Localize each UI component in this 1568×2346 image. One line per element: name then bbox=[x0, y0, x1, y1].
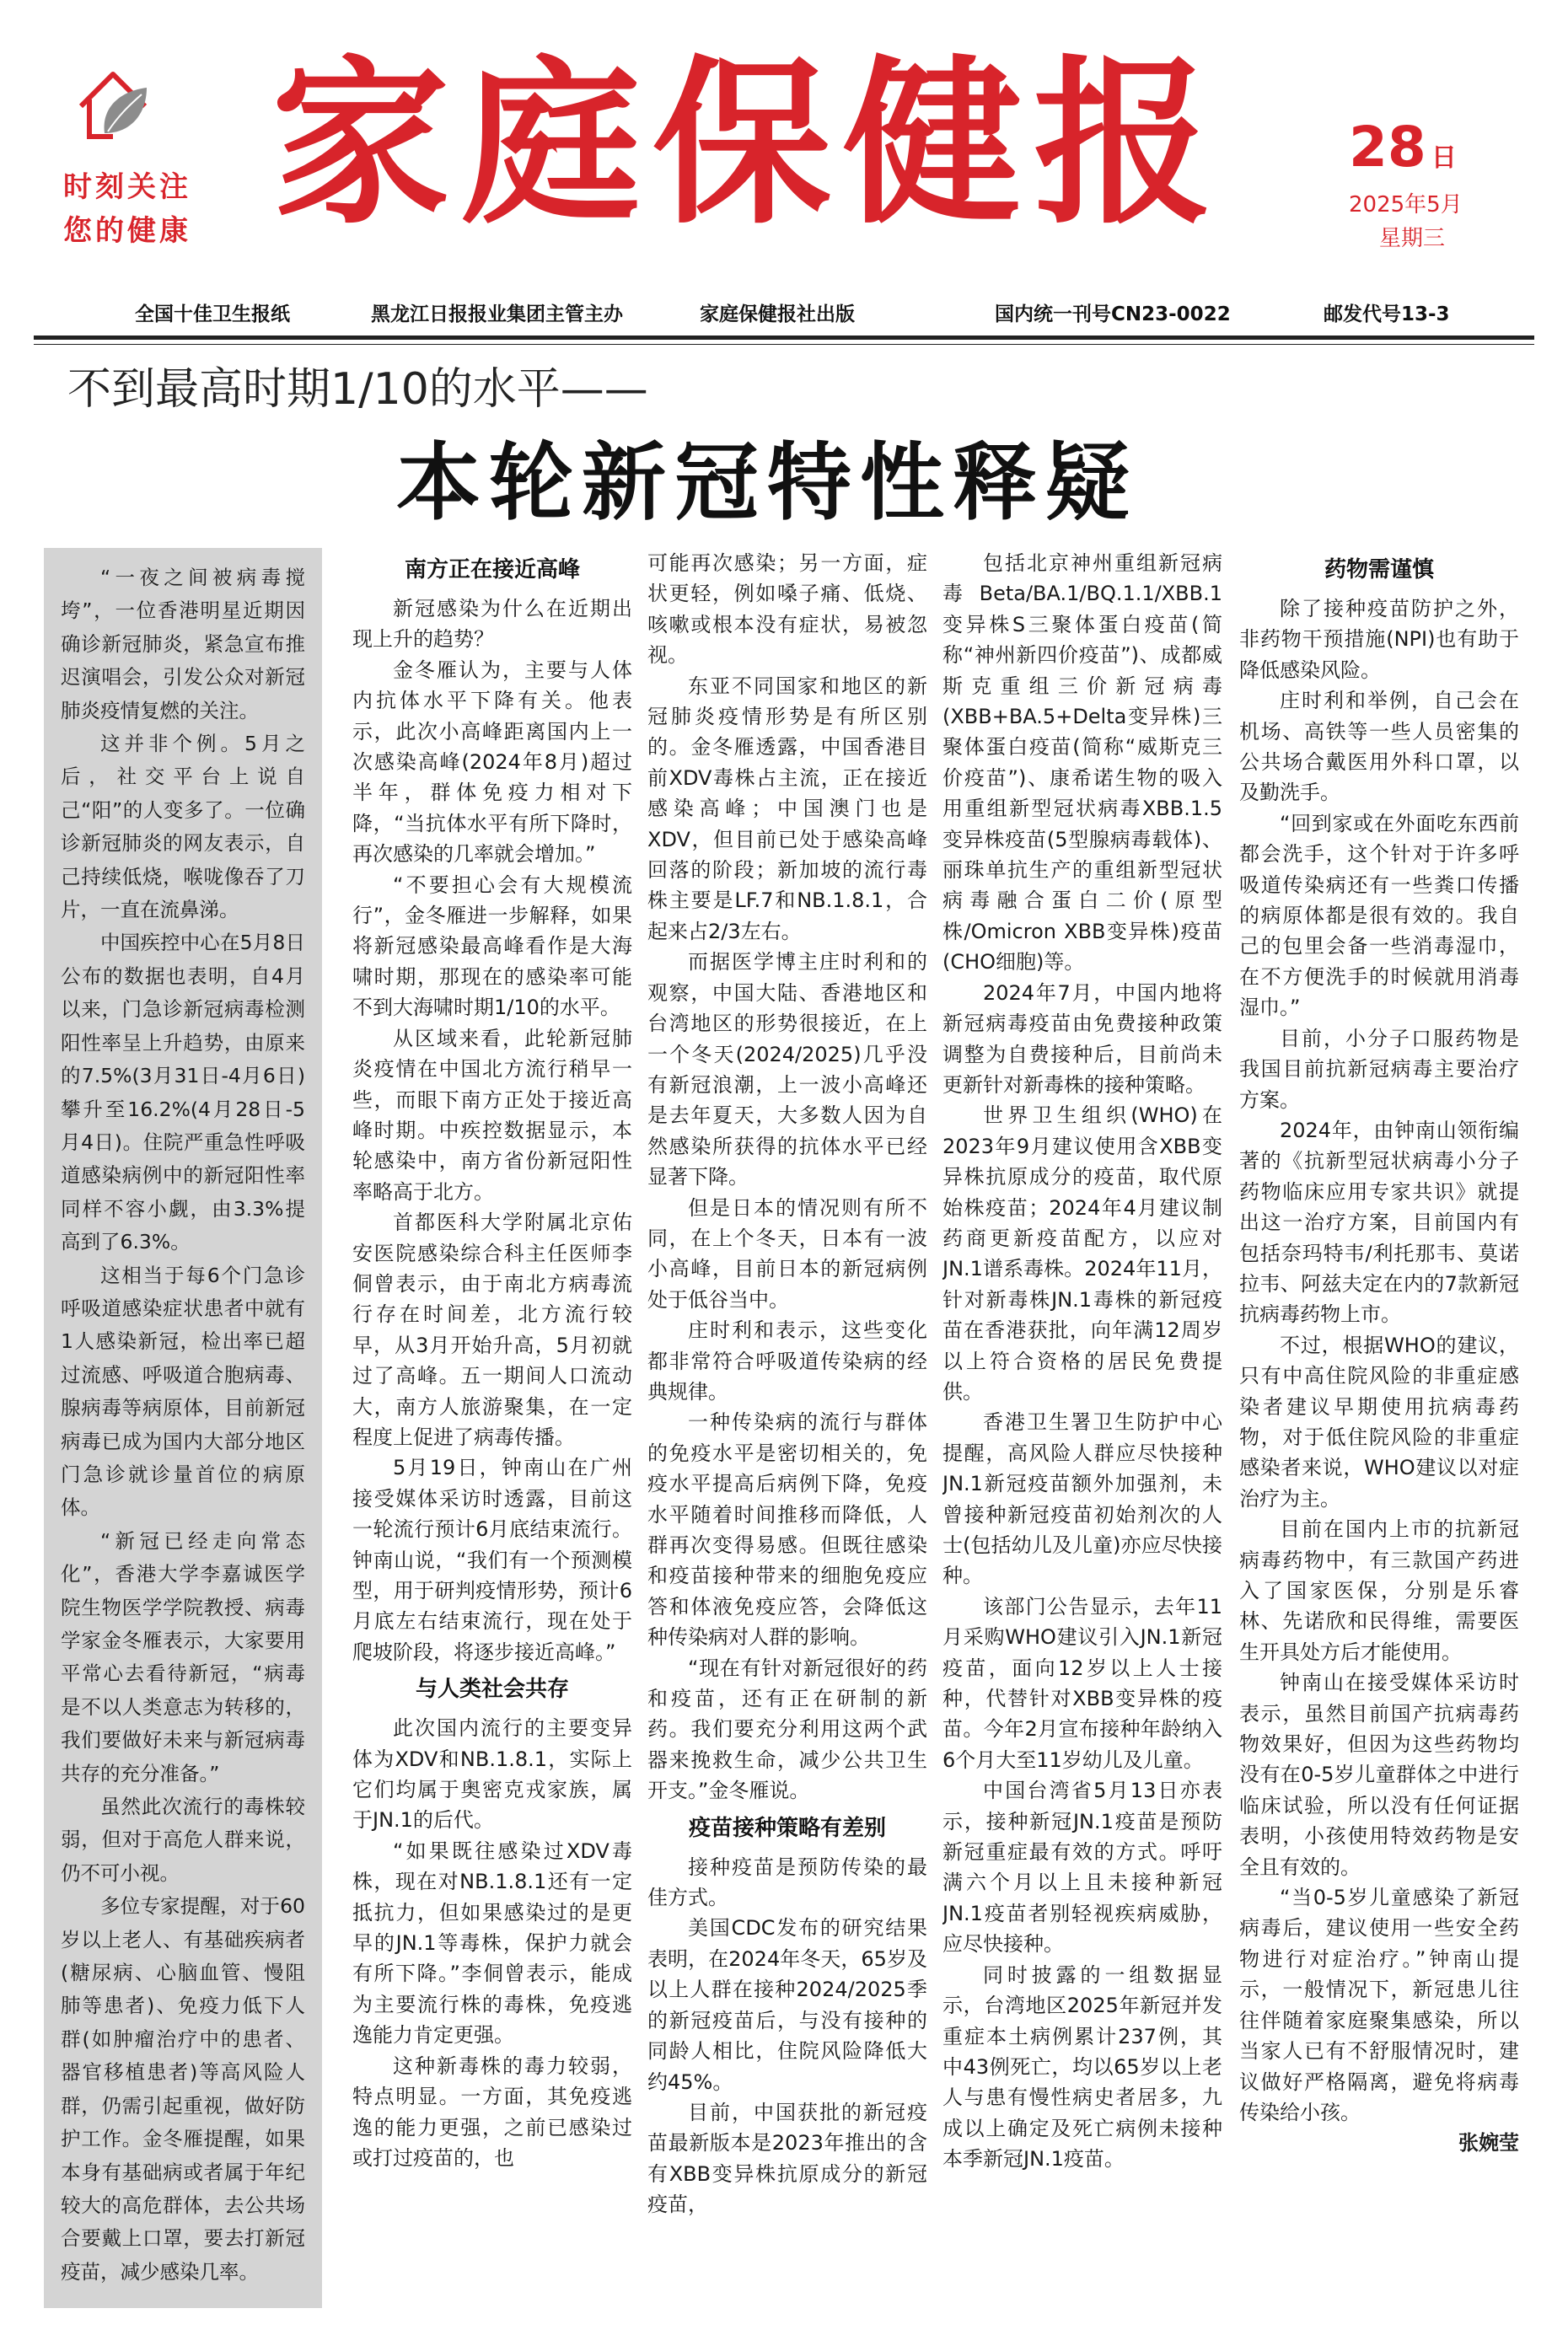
body-paragraph: 2024年，由钟南山领衔编著的《抗新型冠状病毒小分子药物临床应用专家共识》就提出这一治疗方案，目前国内有包括奈玛特韦/利托那韦、莫诺拉韦、阿兹夫定在内的7款新冠抗病毒药物上市。 bbox=[1239, 1118, 1519, 1327]
date-weekday: 星期三 bbox=[1379, 226, 1446, 251]
body-paragraph: 目前在国内上市的抗新冠病毒药物中，有三款国产药进入了国家医保，分别是乐睿林、先诺欣和民得维，需要医生开具处方后才能使用。 bbox=[1239, 1517, 1519, 1664]
lead-paragraph: “新冠已经走向常态化”，香港大学李嘉诚医学院生物医学学院教授、病毒学家金冬雁表示，大家要用平常心去看待新冠，“病毒是不以人类意志为转移的，我们要做好未来与新冠病毒共存的充分准备。” bbox=[61, 1528, 305, 1785]
body-paragraph: 此次国内流行的主要变异体为XDV和NB.1.8.1，实际上它们均属于奥密克戎家族，属于JN.1的后代。 bbox=[352, 1716, 632, 1833]
masthead-rule bbox=[34, 336, 1534, 340]
body-paragraph: 一种传染病的流行与群体的免疫水平是密切相关的，免疫水平提高后病例下降，免疫水平随着时间推移而降低，人群再次变得易感。但既往感染和疫苗接种带来的细胞免疫应答和体液免疫应答，会降低这种传染病对人群的影响。 bbox=[647, 1410, 927, 1650]
body-paragraph: 可能再次感染；另一方面，症状更轻，例如嗓子痛、低烧、咳嗽或根本没有症状，易被忽视。 bbox=[647, 551, 927, 668]
body-paragraph: 目前，小分子口服药物是我国目前抗新冠病毒主要治疗方案。 bbox=[1239, 1026, 1519, 1112]
lead-paragraph: 多位专家提醒，对于60岁以上老人、有基础疾病者(糖尿病、心脑血管、慢阻肺等患者)、免疫力低下人群(如肿瘤治疗中的患者、器官移植患者)等高风险人群，仍需引起重视，做好防护工作。金冬雁提醒，如果本身有基础病或者属于年纪较大的高危群体，去公共场合要戴上口罩，要去打新冠疫苗，减少感染几率。 bbox=[61, 1894, 305, 2284]
body-paragraph: 除了接种疫苗防护之外，非药物干预措施(NPI)也有助于降低感染风险。 bbox=[1239, 597, 1519, 682]
body-paragraph: “现在有针对新冠很好的药和疫苗，还有正在研制的新药。我们要充分利用这两个武器来挽救生命，减少公共卫生开支。”金冬雁说。 bbox=[647, 1656, 927, 1803]
article-headline: 本轮新冠特性释疑 bbox=[396, 433, 1138, 532]
info-issn: 国内统一刊号CN23-0022 bbox=[995, 303, 1231, 325]
body-paragraph: 东亚不同国家和地区的新冠肺炎疫情形势是有所区别的。金冬雁透露，中国香港目前XDV毒株占主流，正在接近感染高峰；中国澳门也是XDV，但目前已处于感染高峰回落的阶段；新加坡的流行毒株主要是LF.7和NB.1.8.1，合起来占2/3左右。 bbox=[647, 674, 927, 943]
body-paragraph: 包括北京神州重组新冠病毒Beta/BA.1/BQ.1.1/XBB.1变异株S三聚体蛋白疫苗(简称“神州新四价疫苗”)、成都威斯克重组三价新冠病毒(XBB+BA.5+Delta变异株)三聚体蛋白疫苗(简称“威斯克三价疫苗”)、康希诺生物的吸入用重组新型冠状病毒XBB.1.5变异株疫苗(5型腺病毒载体)、丽珠单抗生产的重组新型冠状病毒融合蛋白二价(原型株/Omicron XBB变异株)疫苗(CHO细胞)等。 bbox=[942, 551, 1222, 974]
lead-box bbox=[44, 548, 322, 2308]
date-year-month: 2025年5月 bbox=[1349, 192, 1463, 217]
author-byline: 张婉莹 bbox=[1458, 2131, 1519, 2155]
body-paragraph: 接种疫苗是预防传染的最佳方式。 bbox=[647, 1855, 927, 1910]
date-day-row bbox=[1349, 115, 1543, 188]
body-paragraph: 首都医科大学附属北京佑安医院感染综合科主任医师李侗曾表示，由于南北方病毒流行存在时间差，北方流行较早，从3月开始升高，5月初就过了高峰。五一期间人口流动大，南方人旅游聚集，在一定程度上促进了病毒传播。 bbox=[352, 1211, 632, 1449]
body-paragraph: 世界卫生组织(WHO)在2023年9月建议使用含XBB变异株抗原成分的疫苗，取代原始株疫苗；2024年4月建议制药商更新疫苗配方，以应对JN.1谱系毒株。2024年11月，针对新毒株JN.1毒株的新冠疫苗在香港获批，向年满12周岁以上符合资格的居民免费提供。 bbox=[942, 1103, 1222, 1404]
column-4 bbox=[1239, 548, 1519, 2315]
body-paragraph: 但是日本的情况则有所不同，在上个冬天，日本有一波小高峰，目前日本的新冠病例处于低谷当中。 bbox=[647, 1195, 927, 1312]
body-paragraph: 美国CDC发布的研究结果表明，在2024年冬天，65岁及以上人群在接种2024/2025季的新冠疫苗后，与没有接种的同龄人相比，住院风险降低大约45%。 bbox=[647, 1916, 927, 2094]
column-3 bbox=[942, 548, 1222, 2315]
body-paragraph: “不要担心会有大规模流行”，金冬雁进一步解释，如果将新冠感染最高峰看作是大海啸时期，那现在的感染率可能不到大海啸时期1/10的水平。 bbox=[352, 872, 632, 1020]
body-paragraph: 新冠感染为什么在近期出现上升的趋势？ bbox=[352, 597, 632, 652]
date-day-suffix: 日 bbox=[1431, 143, 1457, 173]
masthead-info-bar bbox=[34, 300, 1534, 329]
body-paragraph: 中国台湾省5月13日亦表示，接种新冠JN.1疫苗是预防新冠重症最有效的方式。呼吁满六个月以上且未接种新冠JN.1疫苗者别轻视疾病威胁，应尽快接种。 bbox=[942, 1779, 1222, 1957]
body-paragraph: 香港卫生署卫生防护中心提醒，高风险人群应尽快接种JN.1新冠疫苗额外加强剂，未曾接种新冠疫苗初始剂次的人士(包括幼儿及儿童)亦应尽快接种。 bbox=[942, 1410, 1222, 1588]
section-title-coexist: 与人类社会共存 bbox=[415, 1677, 569, 1703]
section-title-vaccine-strategy: 疫苗接种策略有差别 bbox=[688, 1815, 886, 1841]
body-paragraph: 从区域来看，此轮新冠肺炎疫情在中国北方流行稍早一些，而眼下南方正处于接近高峰时期。中疾控数据显示，本轮感染中，南方省份新冠阳性率略高于北方。 bbox=[352, 1026, 632, 1204]
lead-paragraph: 虽然此次流行的毒株较弱，但对于高危人群来说，仍不可小视。 bbox=[61, 1795, 305, 1885]
info-publisher: 家庭保健报社出版 bbox=[700, 303, 855, 325]
body-paragraph: 这种新毒株的毒力较弱，特点明显。一方面，其免疫逃逸的能力更强，之前已感染过或打过疫苗的，也 bbox=[352, 2053, 632, 2170]
lead-paragraph: “一夜之间被病毒搅垮”，一位香港明星近期因确诊新冠肺炎，紧急宣布推迟演唱会，引发公众对新冠肺炎疫情复燃的关注。 bbox=[61, 566, 305, 722]
body-paragraph: 同时披露的一组数据显示，台湾地区2025年新冠并发重症本土病例累计237例，其中43例死亡，均以65岁以上老人与患有慢性病史者居多，九成以上确定及死亡病例未接种本季新冠JN.1疫苗。 bbox=[942, 1962, 1222, 2172]
body-paragraph: 庄时利和表示，这些变化都非常符合呼吸道传染病的经典规律。 bbox=[647, 1318, 927, 1404]
slogan-line-1: 时刻关注 bbox=[63, 170, 191, 204]
section-title-medication: 药物需谨慎 bbox=[1324, 557, 1434, 582]
issue-date bbox=[1349, 115, 1543, 255]
lead-paragraph: 中国疾控中心在5月8日公布的数据也表明，自4月以来，门急诊新冠病毒检测阳性率呈上升趋势，由原来的7.5%(3月31日-4月6日)攀升至16.2%(4月28日-5月4日)。住院严重急性呼吸道感染病例中的新冠阳性率同样不容小觑，由3.3%提高到了6.3%。 bbox=[61, 931, 305, 1254]
slogan-line-2: 您的健康 bbox=[63, 214, 191, 248]
section-title-south-peak: 南方正在接近高峰 bbox=[404, 557, 580, 582]
body-paragraph: 2024年7月，中国内地将新冠病毒疫苗由免费接种政策调整为自费接种后，目前尚未更新针对新毒株的接种策略。 bbox=[942, 980, 1222, 1097]
body-paragraph: 不过，根据WHO的建议，只有中高住院风险的非重症感染者建议早期使用抗病毒药物，对于低住院风险的非重症感染者来说，WHO建议以对症治疗为主。 bbox=[1239, 1333, 1519, 1511]
date-day: 28 bbox=[1349, 115, 1426, 180]
body-paragraph: 而据医学博主庄时利和的观察，中国大陆、香港地区和台湾地区的形势很接近，在上一个冬天(2024/2025)几乎没有新冠浪潮，上一波小高峰还是去年夏天，大多数人因为自然感染所获得的抗体水平已经显著下降。 bbox=[647, 950, 927, 1189]
lead-paragraph: 这并非个例。5月之后，社交平台上说自己“阳”的人变多了。一位确诊新冠肺炎的网友表示，自己持续低烧，喉咙像吞了刀片，一直在流鼻涕。 bbox=[61, 732, 305, 922]
body-paragraph: 金冬雁认为，主要与人体内抗体水平下降有关。他表示，此次小高峰距离国内上一次感染高峰(2024年8月)超过半年，群体免疫力相对下降，“当抗体水平有所下降时，再次感染的几率就会增加。” bbox=[352, 658, 632, 867]
masthead-rule-thin bbox=[34, 344, 1534, 345]
body-paragraph: “当0-5岁儿童感染了新冠病毒后，建议使用一些安全药物进行对症治疗。”钟南山提示，一般情况下，新冠患儿往往伴随着家庭聚集感染，所以当家人已有不舒服情况时，建议做好严格隔离，避免将病毒传染给小孩。 bbox=[1239, 1886, 1519, 2124]
body-paragraph: “如果既往感染过XDV毒株，现在对NB.1.8.1还有一定抵抗力，但如果感染过的是更早的JN.1等毒株，保护力就会有所下降。”李侗曾表示，能成为主要流行株的毒株，免疫逃逸能力肯定更强。 bbox=[352, 1839, 632, 2048]
body-paragraph: 庄时利和举例，自己会在机场、高铁等一些人员密集的公共场合戴医用外科口罩，以及勤洗手。 bbox=[1239, 689, 1519, 805]
body-paragraph: “回到家或在外面吃东西前都会洗手，这个针对于许多呼吸道传染病还有一些粪口传播的病原体都是很有效的。我自己的包里会备一些消毒湿巾，在不方便洗手的时候就用消毒湿巾。” bbox=[1239, 811, 1519, 1020]
column-2 bbox=[647, 548, 927, 2315]
column-1 bbox=[352, 548, 632, 2315]
body-paragraph: 目前，中国获批的新冠疫苗最新版本是2023年推出的含有XBB变异株抗原成分的新冠疫苗， bbox=[647, 2100, 927, 2217]
body-paragraph: 钟南山在接受媒体采访时表示，虽然目前国产抗病毒药物效果好，但因为这些药物均没有在0-5岁儿童群体之中进行临床试验，所以没有任何证据表明，小孩使用特效药物是安全且有效的。 bbox=[1239, 1671, 1519, 1879]
body-paragraph: 该部门公告显示，去年11月采购WHO建议引入JN.1新冠疫苗，面向12岁以上人士接种，代替针对XBB变异株的疫苗。今年2月宣布接种年龄纳入6个月大至11岁幼儿及儿童。 bbox=[942, 1594, 1222, 1772]
lead-paragraph: 这相当于每6个门急诊呼吸道感染症状患者中就有1人感染新冠，检出率已超过流感、呼吸道合胞病毒、腺病毒等病原体，目前新冠病毒已成为国内大部分地区门急诊就诊量首位的病原体。 bbox=[61, 1263, 305, 1520]
slogan bbox=[39, 165, 216, 253]
article-kicker: 不到最高时期1/10的水平—— bbox=[67, 364, 648, 415]
house-leaf-logo-icon bbox=[76, 66, 153, 142]
info-award: 全国十佳卫生报纸 bbox=[135, 303, 290, 325]
body-paragraph: 5月19日，钟南山在广州接受媒体采访时透露，目前这一轮流行预计6月底结束流行。钟南山说，“我们有一个预测模型，用于研判疫情形势，预计6月底左右结束流行，现在处于爬坡阶段，将逐步接近高峰。” bbox=[352, 1456, 632, 1664]
info-postal: 邮发代号13-3 bbox=[1324, 303, 1450, 325]
newspaper-title: 家庭保健报 bbox=[271, 42, 1224, 244]
info-sponsor: 黑龙江日报报业集团主管主办 bbox=[371, 303, 623, 325]
